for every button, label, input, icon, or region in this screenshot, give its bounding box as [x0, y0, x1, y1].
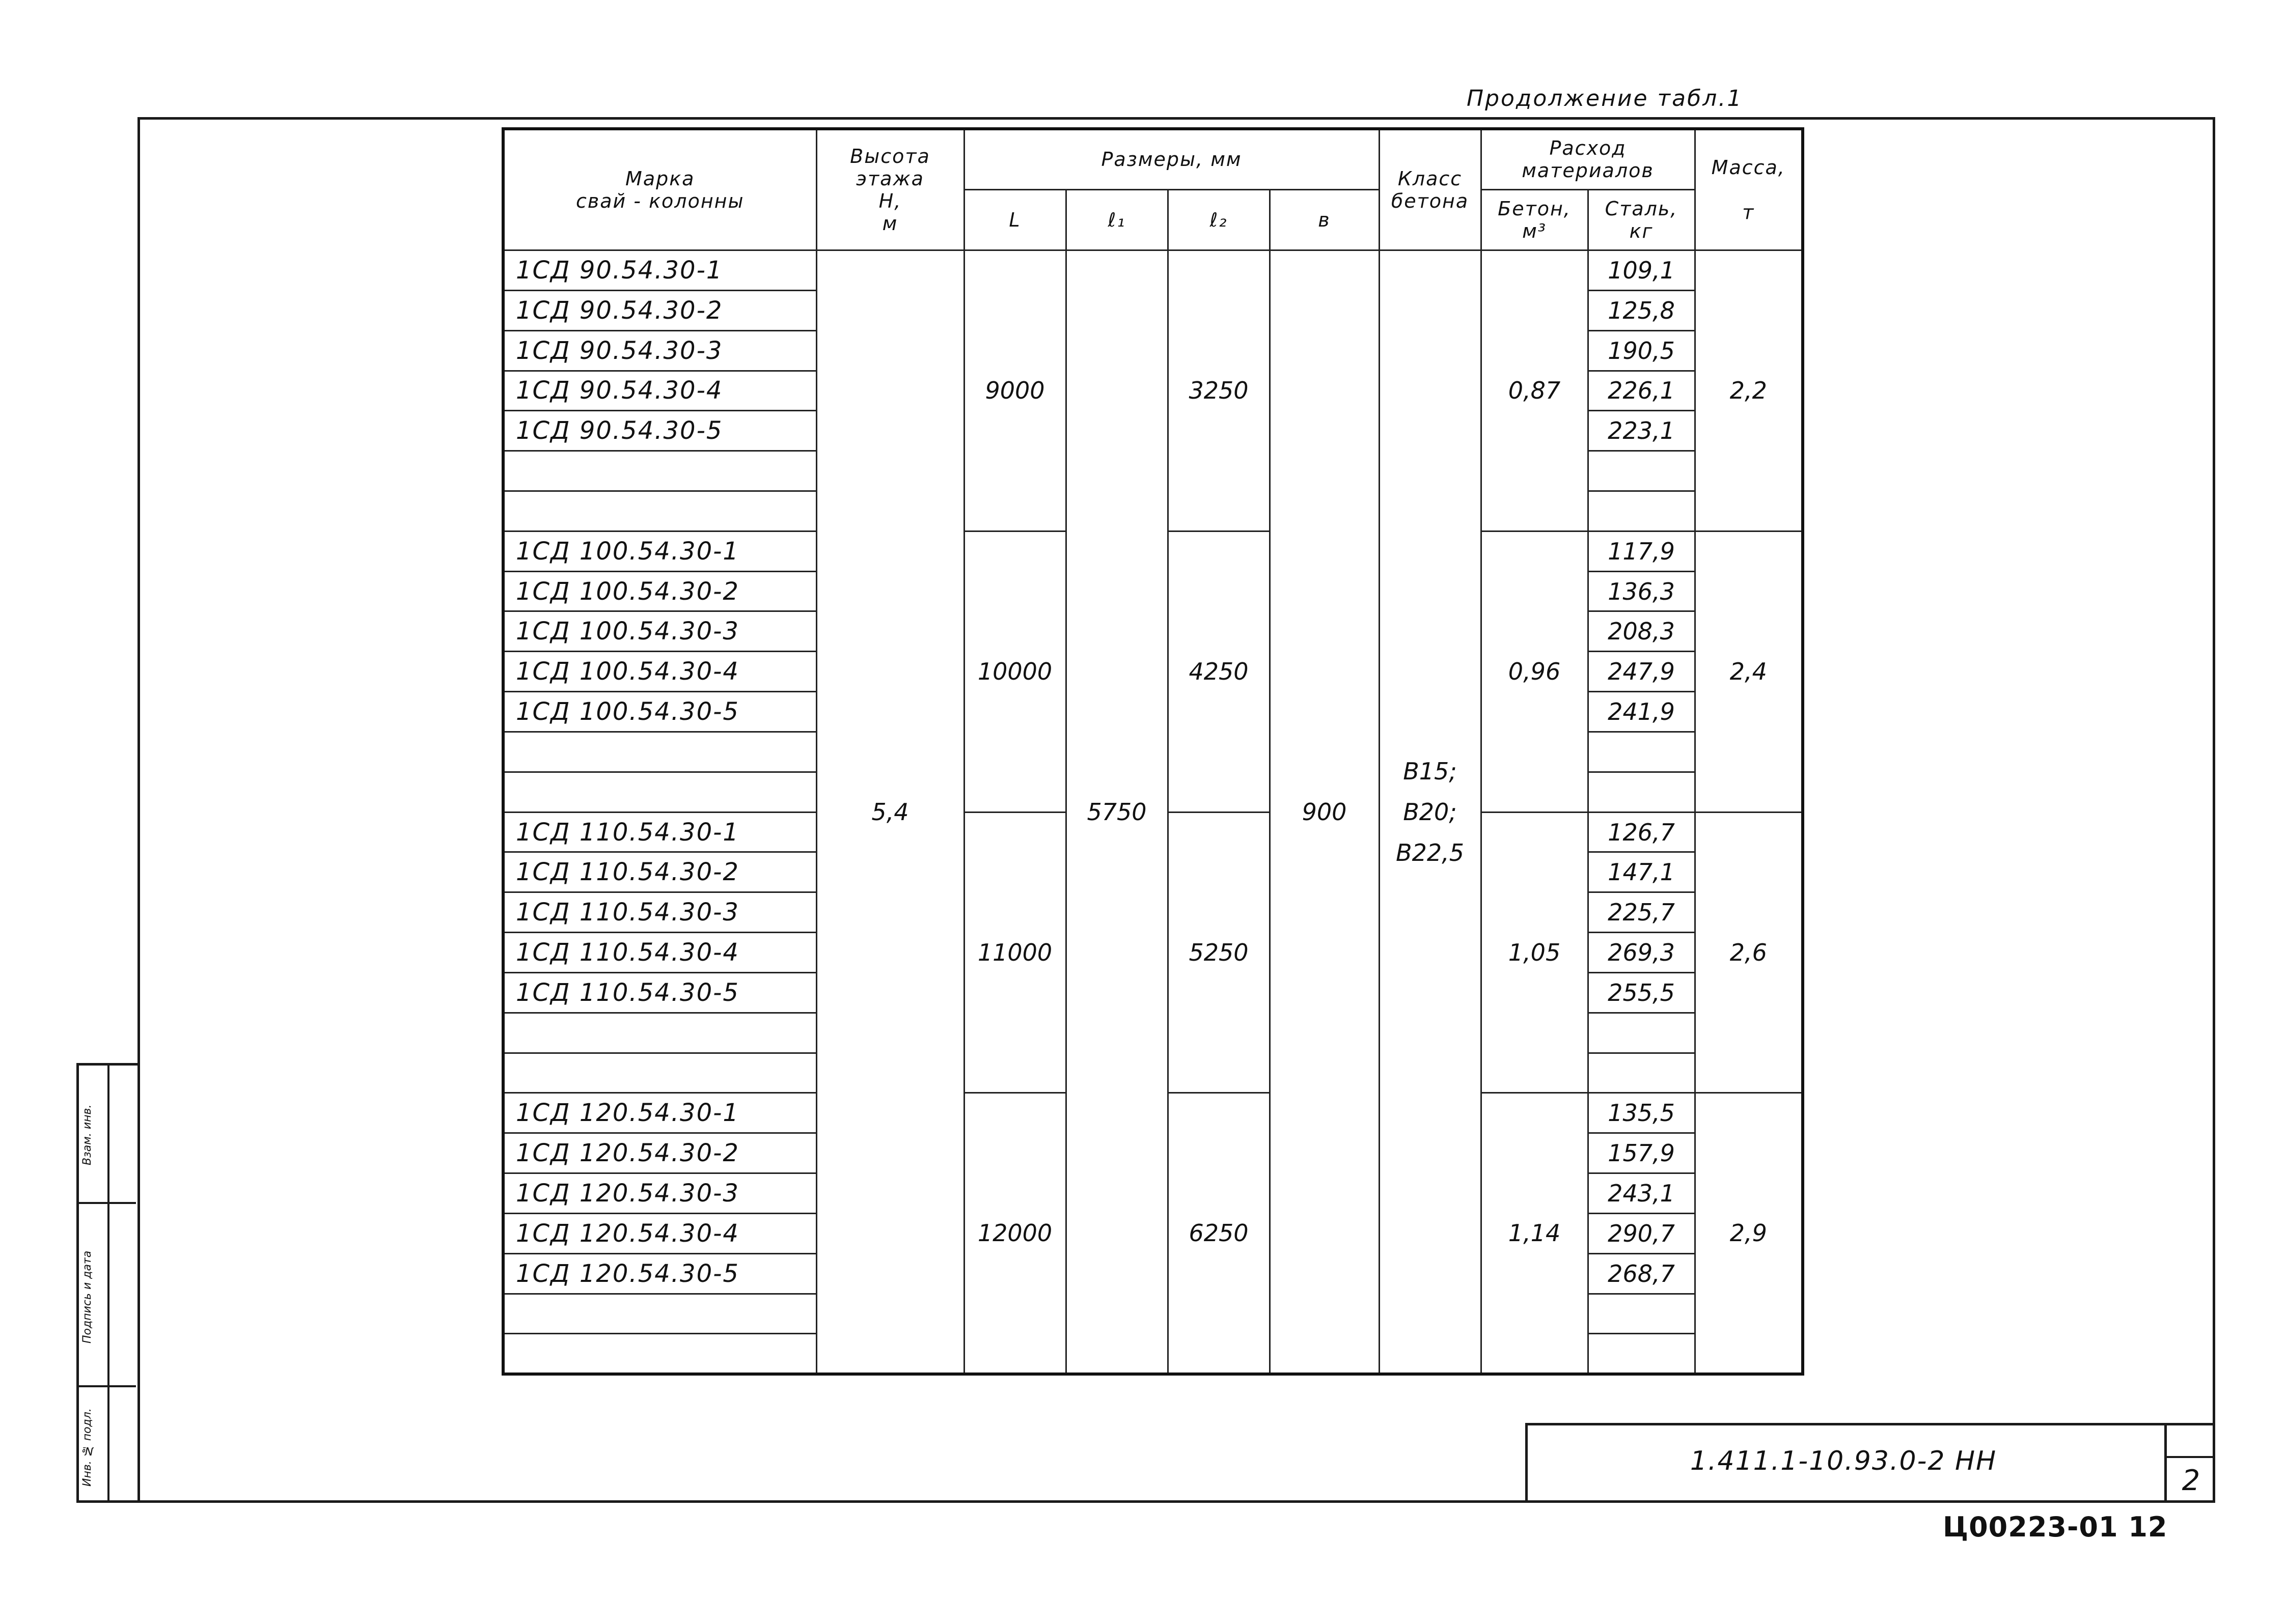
- concrete-class-value: B22,5: [1396, 838, 1464, 866]
- concrete-volume-cell: 0,87: [1481, 250, 1588, 531]
- length-l2-cell: 6250: [1168, 1093, 1270, 1374]
- mark-cell: 1СД 90.54.30-1: [503, 250, 816, 291]
- mark-cell: 1СД 120.54.30-3: [503, 1173, 816, 1214]
- steel-mass-cell: 136,3: [1588, 571, 1695, 611]
- length-l2-cell: 5250: [1168, 812, 1270, 1093]
- steel-mass-cell: [1588, 732, 1695, 772]
- header-dim-L: L: [964, 189, 1066, 250]
- concrete-class-value: B15;: [1403, 757, 1457, 785]
- concrete-class-value: B20;: [1403, 798, 1457, 826]
- mark-cell: [503, 1294, 816, 1334]
- steel-mass-cell: 290,7: [1588, 1213, 1695, 1253]
- title-block-stamp: [1525, 1423, 2215, 1503]
- steel-mass-cell: 226,1: [1588, 371, 1695, 411]
- margin-label-signature-date: Подпись и дата: [81, 1250, 94, 1344]
- concrete-volume-cell: 1,14: [1481, 1093, 1588, 1374]
- steel-mass-cell: [1588, 1294, 1695, 1334]
- steel-mass-cell: 208,3: [1588, 611, 1695, 652]
- mark-cell: [503, 491, 816, 531]
- mark-cell: 1СД 120.54.30-1: [503, 1093, 816, 1133]
- steel-mass-cell: [1588, 1053, 1695, 1093]
- mass-cell: 2,6: [1695, 812, 1803, 1093]
- mark-cell: 1СД 110.54.30-2: [503, 852, 816, 892]
- sheet-box: [2164, 1425, 2215, 1503]
- mark-cell: 1СД 120.54.30-5: [503, 1253, 816, 1294]
- steel-mass-cell: 255,5: [1588, 972, 1695, 1013]
- header-floor-height: Высота этажа H, м: [816, 129, 964, 250]
- table-row: [503, 250, 1803, 291]
- steel-mass-cell: [1588, 1013, 1695, 1053]
- steel-mass-cell: 117,9: [1588, 531, 1695, 571]
- steel-mass-cell: 269,3: [1588, 933, 1695, 973]
- steel-mass-cell: 125,8: [1588, 290, 1695, 330]
- mark-cell: 1СД 100.54.30-1: [503, 531, 816, 571]
- mark-cell: 1СД 100.54.30-4: [503, 652, 816, 692]
- margin-strip: [76, 1063, 139, 1503]
- length-L-cell: 9000: [964, 250, 1066, 531]
- mark-cell: 1СД 110.54.30-4: [503, 933, 816, 973]
- mark-cell: [503, 451, 816, 491]
- steel-mass-cell: [1588, 451, 1695, 491]
- steel-mass-cell: 135,5: [1588, 1093, 1695, 1133]
- width-b-cell: 900: [1270, 250, 1379, 1374]
- sheet-box-line: [2167, 1456, 2215, 1458]
- length-l2-cell: 3250: [1168, 250, 1270, 531]
- header-concrete-class: Класс бетона: [1379, 129, 1481, 250]
- steel-mass-cell: 241,9: [1588, 692, 1695, 732]
- mark-cell: 1СД 100.54.30-2: [503, 571, 816, 611]
- header-mass: Масса, т: [1695, 129, 1803, 250]
- mass-cell: 2,2: [1695, 250, 1803, 531]
- mark-cell: [503, 732, 816, 772]
- mark-cell: 1СД 90.54.30-2: [503, 290, 816, 330]
- sheet-number: 2: [2182, 1464, 2200, 1497]
- mark-cell: 1СД 100.54.30-3: [503, 611, 816, 652]
- mark-cell: 1СД 110.54.30-3: [503, 892, 816, 933]
- steel-mass-cell: 147,1: [1588, 852, 1695, 892]
- header-consumption: Расход материалов: [1481, 129, 1695, 189]
- specification-table: [502, 127, 1804, 1376]
- steel-mass-cell: 109,1: [1588, 250, 1695, 291]
- steel-mass-cell: 225,7: [1588, 892, 1695, 933]
- mark-cell: 1СД 110.54.30-5: [503, 972, 816, 1013]
- mark-cell: 1СД 90.54.30-5: [503, 411, 816, 451]
- mass-cell: 2,4: [1695, 531, 1803, 812]
- mark-cell: 1СД 110.54.30-1: [503, 812, 816, 852]
- mark-cell: 1СД 100.54.30-5: [503, 692, 816, 732]
- margin-label-replaced-inv: Взам. инв.: [81, 1104, 94, 1165]
- concrete-volume-cell: 0,96: [1481, 531, 1588, 812]
- mass-cell: 2,9: [1695, 1093, 1803, 1374]
- header-concrete: Бетон, м³: [1481, 189, 1588, 250]
- archive-code: Ц00223-01 12: [1943, 1511, 2168, 1543]
- mark-cell: [503, 1334, 816, 1374]
- mark-cell: 1СД 90.54.30-4: [503, 371, 816, 411]
- mark-cell: [503, 1013, 816, 1053]
- mark-cell: 1СД 120.54.30-2: [503, 1133, 816, 1173]
- steel-mass-cell: 190,5: [1588, 330, 1695, 371]
- length-L-cell: 10000: [964, 531, 1066, 812]
- header-steel: Сталь, кг: [1588, 189, 1695, 250]
- header-mark: Марка свай - колонны: [503, 129, 816, 250]
- steel-mass-cell: 268,7: [1588, 1253, 1695, 1294]
- header-dim-b: в: [1270, 189, 1379, 250]
- steel-mass-cell: [1588, 1334, 1695, 1374]
- steel-mass-cell: [1588, 772, 1695, 812]
- mark-cell: [503, 772, 816, 812]
- length-l2-cell: 4250: [1168, 531, 1270, 812]
- document-designation: 1.411.1-10.93.0-2 НН: [1690, 1446, 1997, 1476]
- steel-mass-cell: 126,7: [1588, 812, 1695, 852]
- steel-mass-cell: 223,1: [1588, 411, 1695, 451]
- steel-mass-cell: 157,9: [1588, 1133, 1695, 1173]
- steel-mass-cell: 247,9: [1588, 652, 1695, 692]
- length-L-cell: 12000: [964, 1093, 1066, 1374]
- header-dimensions: Размеры, мм: [964, 129, 1379, 189]
- mark-cell: 1СД 90.54.30-3: [503, 330, 816, 371]
- header-dim-l1: ℓ₁: [1066, 189, 1168, 250]
- length-l1-cell: 5750: [1066, 250, 1168, 1374]
- floor-height-cell: 5,4: [816, 250, 964, 1374]
- mark-cell: 1СД 120.54.30-4: [503, 1213, 816, 1253]
- length-L-cell: 11000: [964, 812, 1066, 1093]
- steel-mass-cell: [1588, 491, 1695, 531]
- margin-label-inv-number: Инв. № подл.: [81, 1408, 94, 1487]
- concrete-volume-cell: 1,05: [1481, 812, 1588, 1093]
- mark-cell: [503, 1053, 816, 1093]
- table-continuation-caption: Продолжение табл.1: [1467, 86, 1743, 111]
- header-dim-l2: ℓ₂: [1168, 189, 1270, 250]
- steel-mass-cell: 243,1: [1588, 1173, 1695, 1214]
- concrete-class-cell: [1379, 250, 1481, 1374]
